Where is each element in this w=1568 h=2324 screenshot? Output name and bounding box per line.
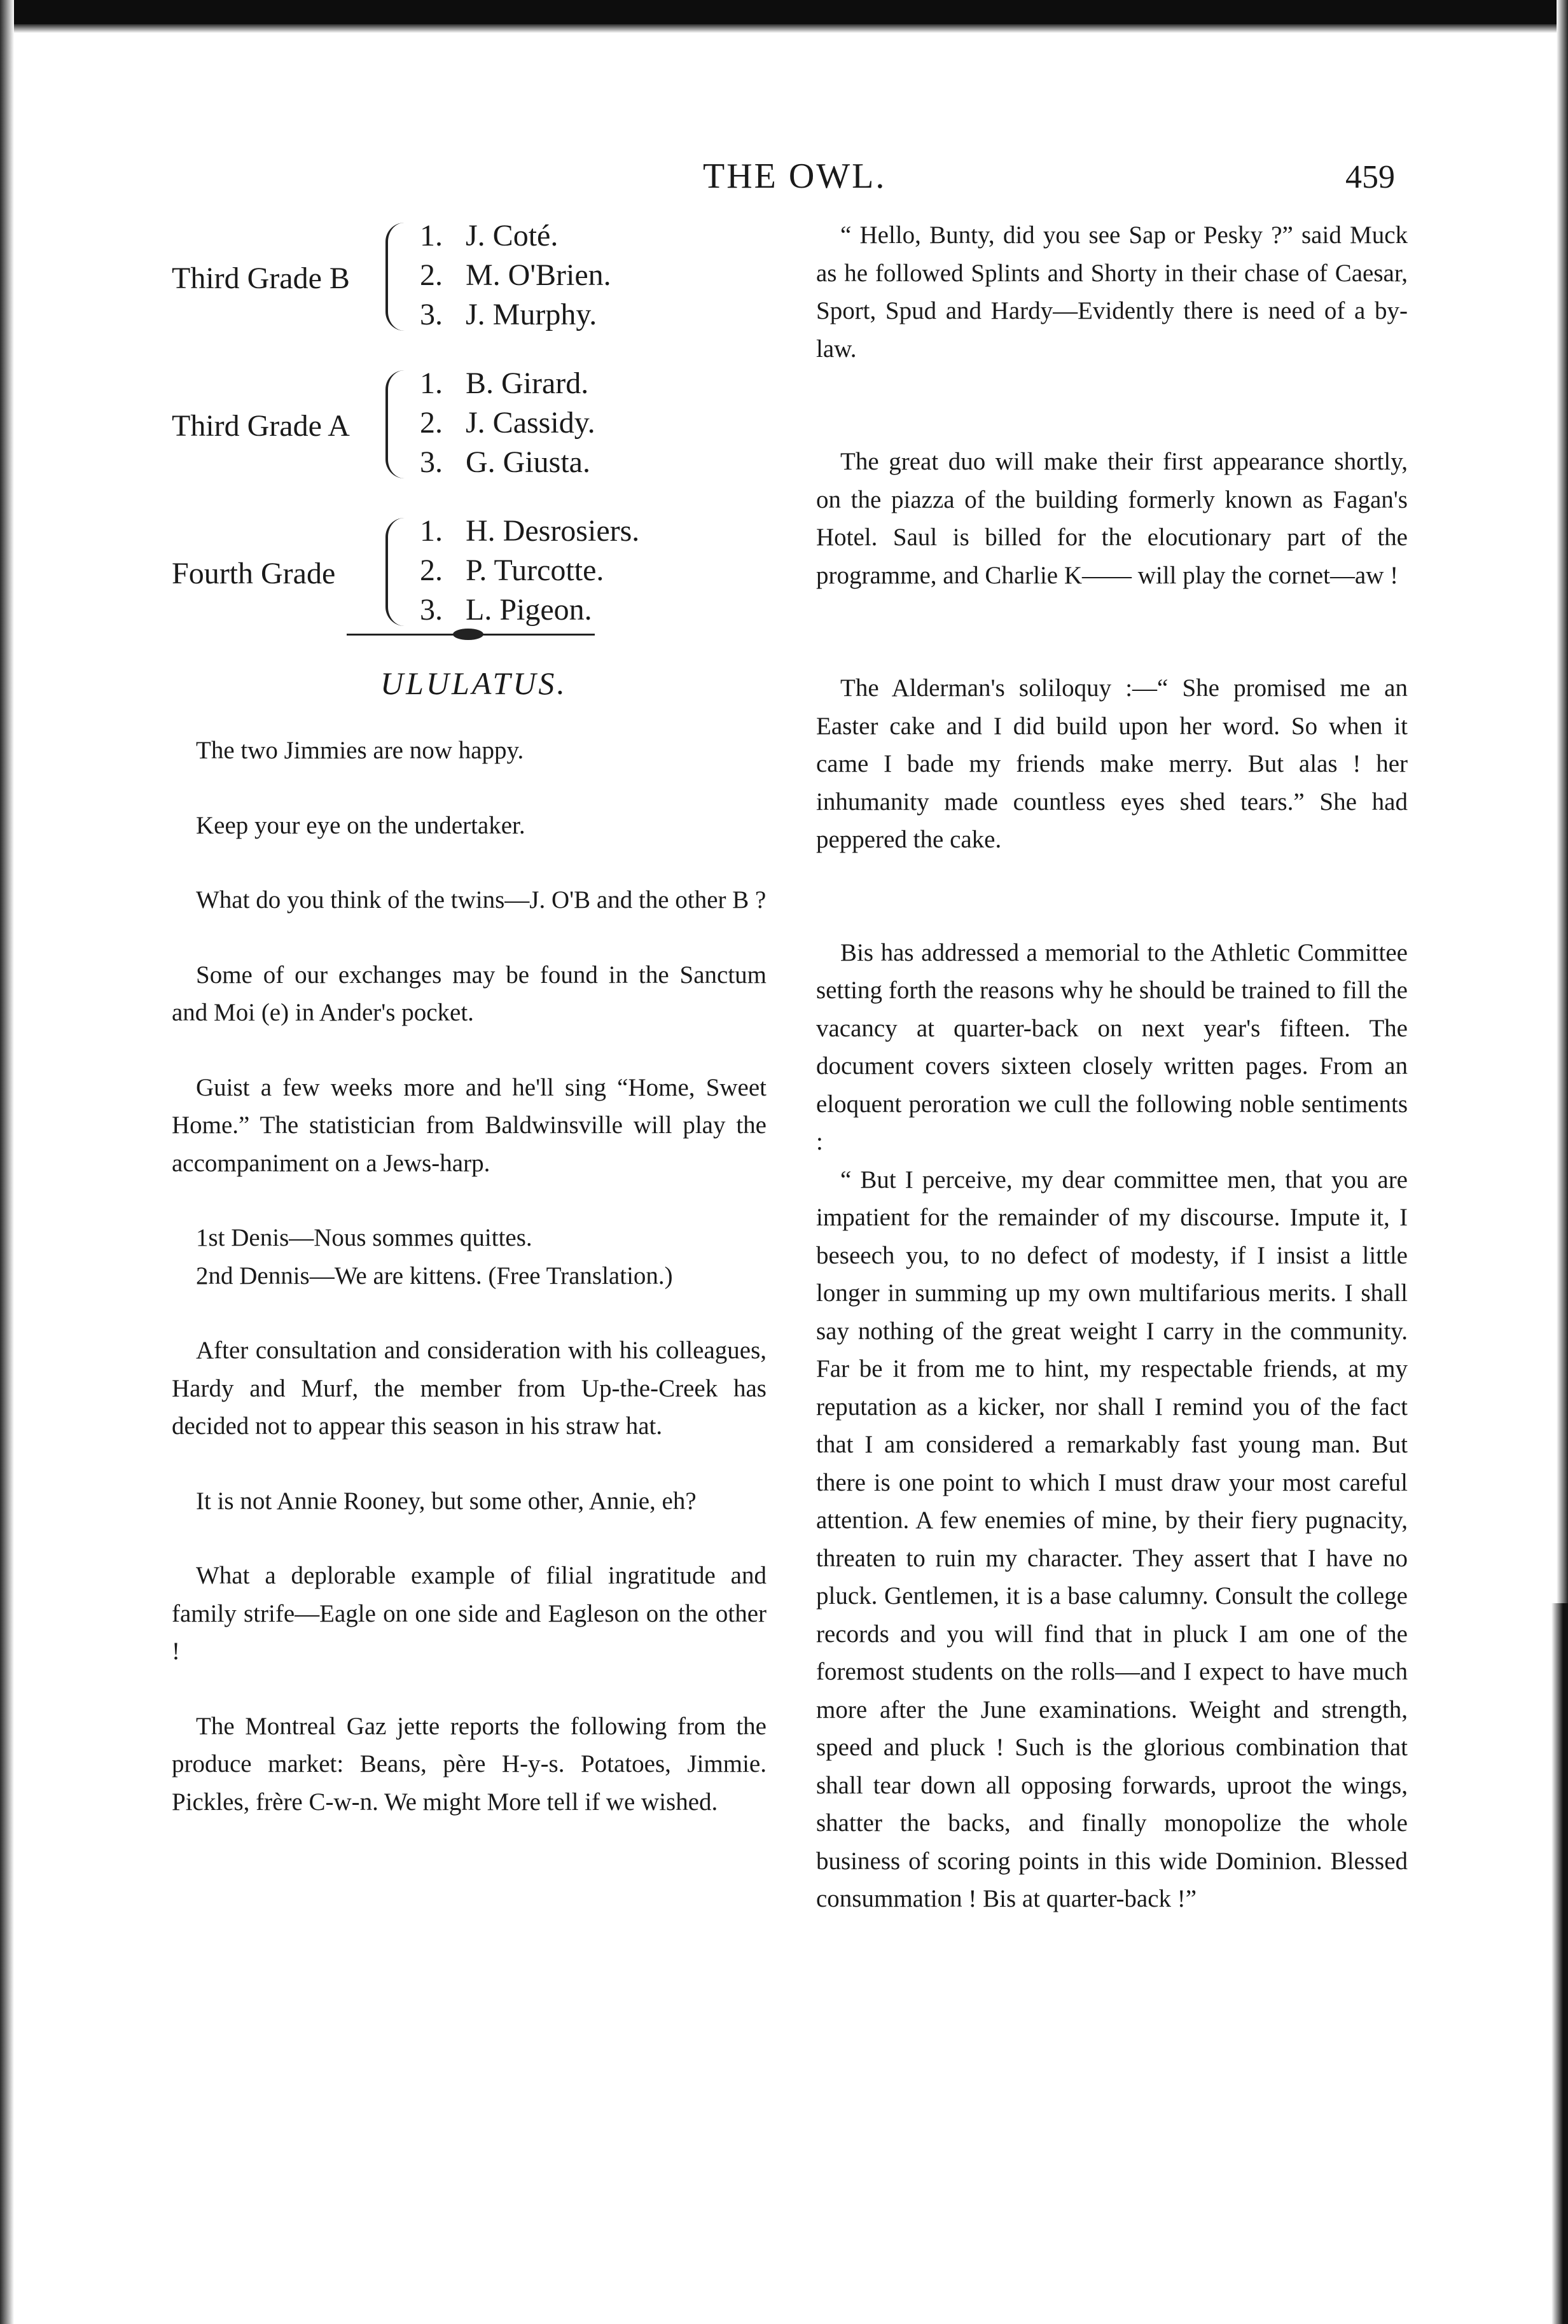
brace <box>385 518 412 626</box>
grade-label: Fourth Grade <box>172 557 336 590</box>
grade-entry: 2. M. O'Brien. <box>420 258 611 292</box>
grade-label: Third Grade A <box>172 409 350 443</box>
left-column <box>172 732 767 1858</box>
grade-entry: 3. L. Pigeon. <box>420 593 592 627</box>
paragraph: The two Jimmies are now happy. <box>196 737 524 764</box>
paragraph: Guist a few weeks more and he'll sing “Home, Sweet Home.” The statistician from Baldwinsville will play the accompaniment on a Jews-harp. <box>172 1073 767 1177</box>
scan-top-shadow <box>0 24 1568 33</box>
grade-entry: 2. J. Cassidy. <box>420 406 595 440</box>
section-title: ULULATUS. <box>380 665 567 701</box>
paragraph: It is not Annie Rooney, but some other, Annie, eh? <box>196 1487 697 1515</box>
grade-rankings <box>172 216 744 659</box>
grade-entry: 3. J. Murphy. <box>420 298 597 331</box>
grade-entry: 1. H. Desrosiers. <box>420 514 640 548</box>
brace <box>385 370 412 478</box>
divider-ornament <box>453 629 483 640</box>
paragraph: 2nd Dennis—We are kittens. (Free Translation.) <box>196 1262 673 1290</box>
paragraph: “ Hello, Bunty, did you see Sap or Pesky ?” said Muck as he followed Splints and Shorty in their chase of Caesar, Sport, Spud and Hardy—Evidently there is need of a by-law. <box>816 221 1408 363</box>
grade-label: Third Grade B <box>172 261 350 295</box>
right-column <box>816 216 1408 1955</box>
page-title: THE OWL. <box>703 157 887 196</box>
paragraph: The Alderman's soliloquy :—“ She promised me an Easter cake and I did build upon her word. So when it came I bade my friends make merry. But alas ! her inhumanity made countless eyes shed tears.” She had peppered the cake. <box>816 674 1408 853</box>
grade-entry: 2. P. Turcotte. <box>420 553 604 587</box>
paragraph: Keep your eye on the undertaker. <box>196 811 525 839</box>
paragraph: After consultation and consideration with his colleagues, Hardy and Murf, the member from Up-the-Creek has decided not to appear this season in his straw hat. <box>172 1337 767 1440</box>
grade-entry: 3. G. Giusta. <box>420 445 590 479</box>
paragraph: What a deplorable example of filial ingratitude and family strife—Eagle on one side and Eagleson on the other ! <box>172 1562 767 1665</box>
paragraph: Some of our exchanges may be found in the Sanctum and Moi (e) in Ander's pocket. <box>172 961 767 1026</box>
scan-left-border <box>0 0 14 2324</box>
scan-right-border-lower <box>1551 1603 1568 2324</box>
brace <box>385 223 412 331</box>
grade-entries <box>420 511 639 630</box>
paragraph: 1st Denis—Nous sommes quittes. <box>196 1224 532 1251</box>
page-header <box>0 156 1568 207</box>
grade-block-third-b <box>172 216 744 364</box>
paragraph: “ But I perceive, my dear committee men, that you are impatient for the remainder of my discourse. Impute it, I beseech you, to no defect of modesty, if I insist a little longer in summing up my own multifarious merits. I shall say nothing of the great weight I carry in the community. Far be it from me to hint, my respectable friends, at my reputation as a kicker, nor shall I remind you of the fact that I am considered a remarkably fast young man. But there is one point to which I must draw your most careful attention. A few enemies of mine, by their fiery pugnacity, threaten to ruin my character. They assert that I have no pluck. Gentlemen, it is a base calumny. Consult the college records and you will find that in pluck I am one of the foremost students on the rolls—and I expect to have much more after the June examinations. Weight and strength, speed and pluck ! Such is the glorious combination that shall tear down all opposing forwards, uproot the wings, shatter the backs, and finally monopolize the whole business of scoring points in this wide Dominion. Blessed consummation ! Bis at quarter-back !” <box>816 1165 1408 1912</box>
grade-entries <box>420 364 595 482</box>
grade-entries <box>420 216 611 335</box>
grade-entry: 1. J. Coté. <box>420 219 559 253</box>
paragraph: Bis has addressed a memorial to the Athletic Committee setting forth the reasons why he should be trained to fill the vacancy at quarter-back on next year's fifteen. The document covers sixteen closely written pages. From an eloquent peroration we cull the following noble sentiments : <box>816 938 1408 1155</box>
paragraph: The Montreal Gaz jette reports the following from the produce market: Beans, père H-y-s. Potatoes, Jimmie. Pickles, frère C-w-n. We might More tell if we wished. <box>172 1712 767 1816</box>
paragraph: The great duo will make their first appearance shortly, on the piazza of the building formerly known as Fagan's Hotel. Saul is billed for the elocutionary part of the programme, and Charlie K—— will play the cornet—aw ! <box>816 448 1408 589</box>
page-number: 459 <box>1345 159 1395 195</box>
grade-entry: 1. B. Girard. <box>420 366 589 400</box>
paragraph: What do you think of the twins—J. O'B and the other B ? <box>196 886 767 914</box>
grade-block-third-a <box>172 364 744 511</box>
